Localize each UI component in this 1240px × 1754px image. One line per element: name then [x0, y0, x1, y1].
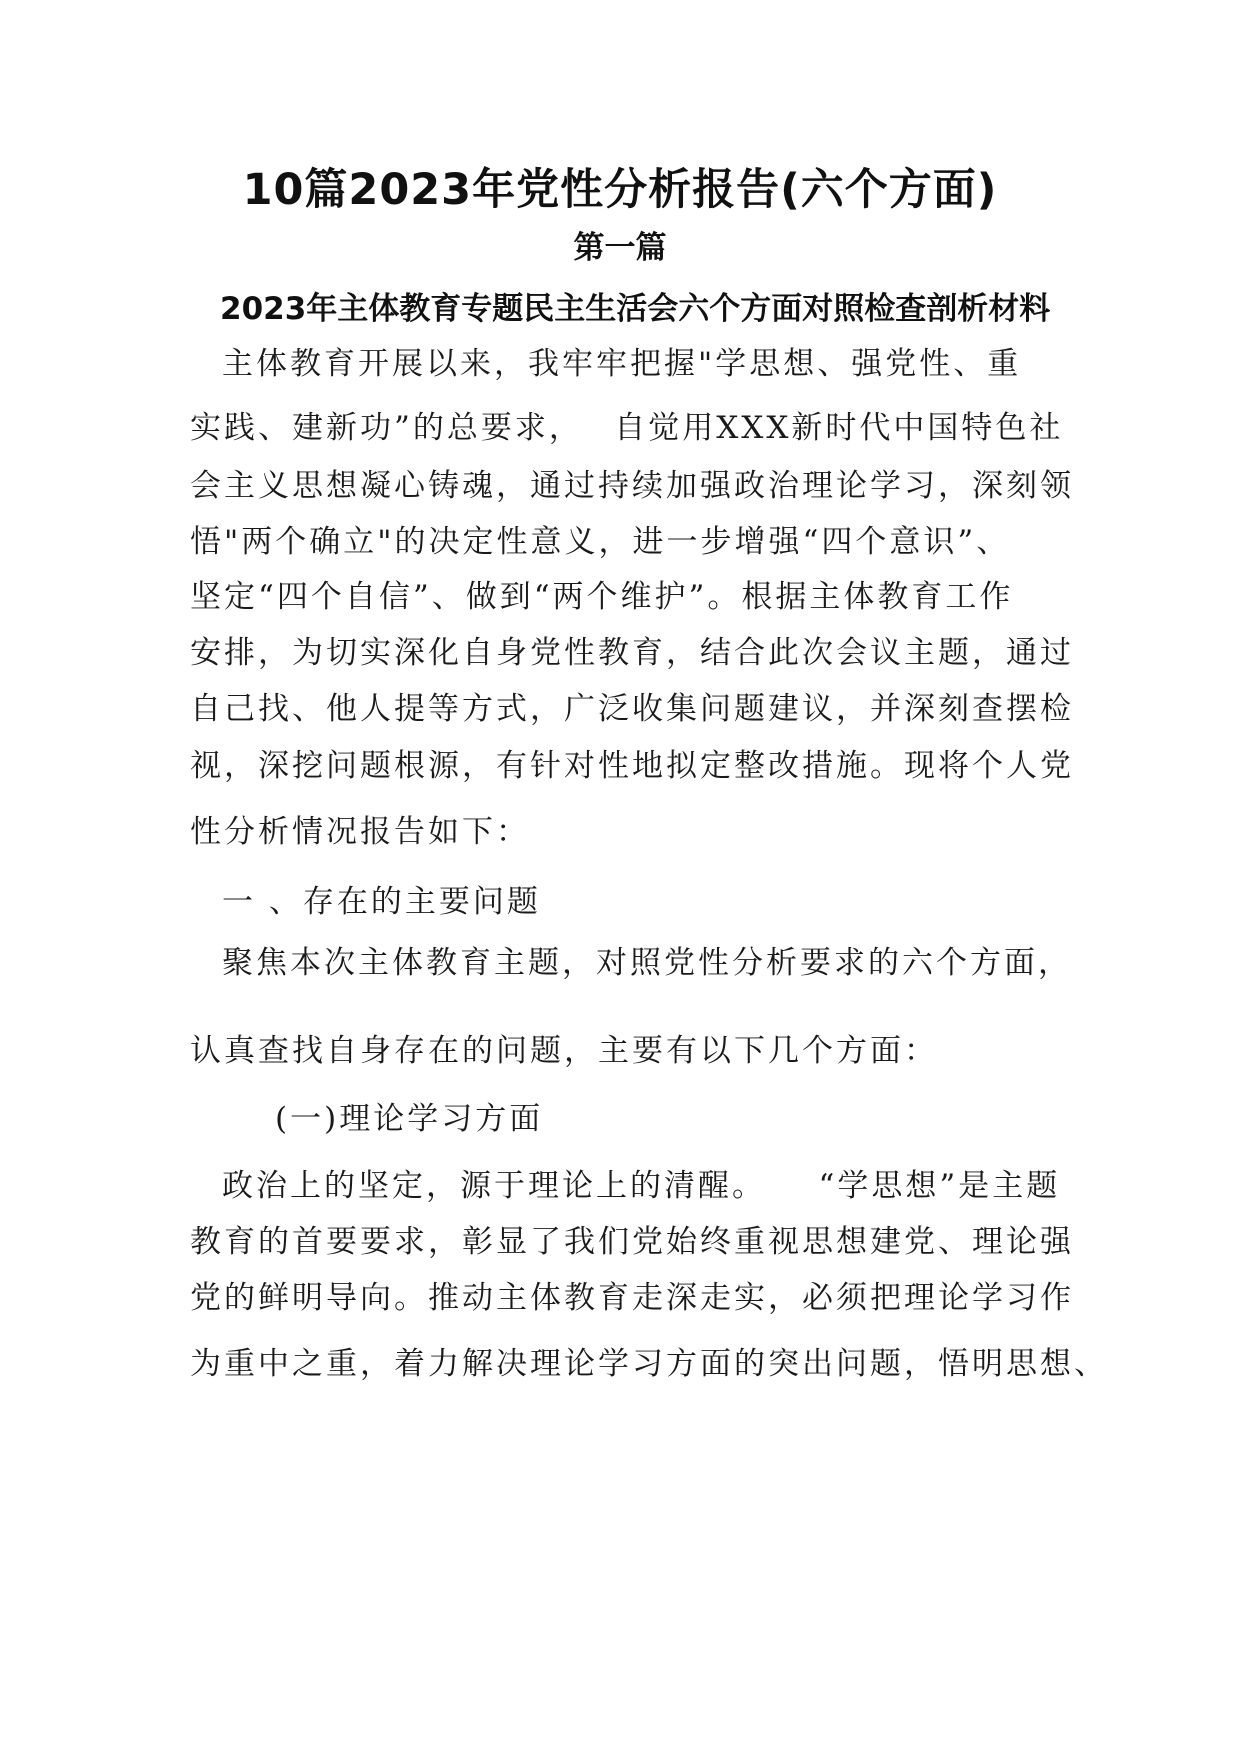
- paragraph-line: 党的鲜明导向。推动主体教育走深走实，必须把理论学习作: [190, 1280, 1074, 1316]
- section-title: 第一篇: [573, 230, 667, 266]
- paragraph-line: 安排，为切实深化自身党性教育，结合此次会议主题，通过: [190, 635, 1074, 671]
- paragraph-line: 聚焦本次主体教育主题，对照党性分析要求的六个方面，: [222, 945, 1072, 981]
- paragraph-line: 坚定“四个自信”、做到“两个维护”。根据主体教育工作: [190, 579, 1014, 615]
- paragraph-line: 教育的首要要求，彰显了我们党始终重视思想建党、理论强: [190, 1224, 1074, 1260]
- section-heading: 一 、存在的主要问题: [222, 884, 541, 920]
- paragraph-line: 主体教育开展以来，我牢牢把握"学思想、强党性、重: [222, 346, 1022, 382]
- paragraph-line: 为重中之重，着力解决理论学习方面的突出问题，悟明思想、: [190, 1346, 1108, 1382]
- paragraph-line: 视，深挖问题根源，有针对性地拟定整改措施。现将个人党: [190, 748, 1074, 784]
- document-title: 2023年主体教育专题民主生活会六个方面对照检查剖析材料: [220, 291, 1051, 327]
- paragraph-line: 悟"两个确立"的决定性意义，进一步增强“四个意识”、: [190, 524, 1011, 560]
- paragraph-line: 性分析情况报告如下：: [190, 814, 530, 850]
- paragraph-line: 实践、建新功”的总要求， 自觉用XXX新时代中国特色社: [190, 410, 1064, 446]
- paragraph-line: 政治上的坚定，源于理论上的清醒。 “学思想”是主题: [222, 1168, 1061, 1204]
- paragraph-line: 认真查找自身存在的问题，主要有以下几个方面：: [190, 1033, 938, 1069]
- subsection-heading: (一)理论学习方面: [275, 1101, 544, 1137]
- paragraph-line: 自己找、他人提等方式，广泛收集问题建议，并深刻查摆检: [190, 691, 1074, 727]
- paragraph-line: 会主义思想凝心铸魂，通过持续加强政治理论学习，深刻领: [190, 468, 1074, 504]
- main-title: 10篇2023年党性分析报告(六个方面): [242, 165, 998, 215]
